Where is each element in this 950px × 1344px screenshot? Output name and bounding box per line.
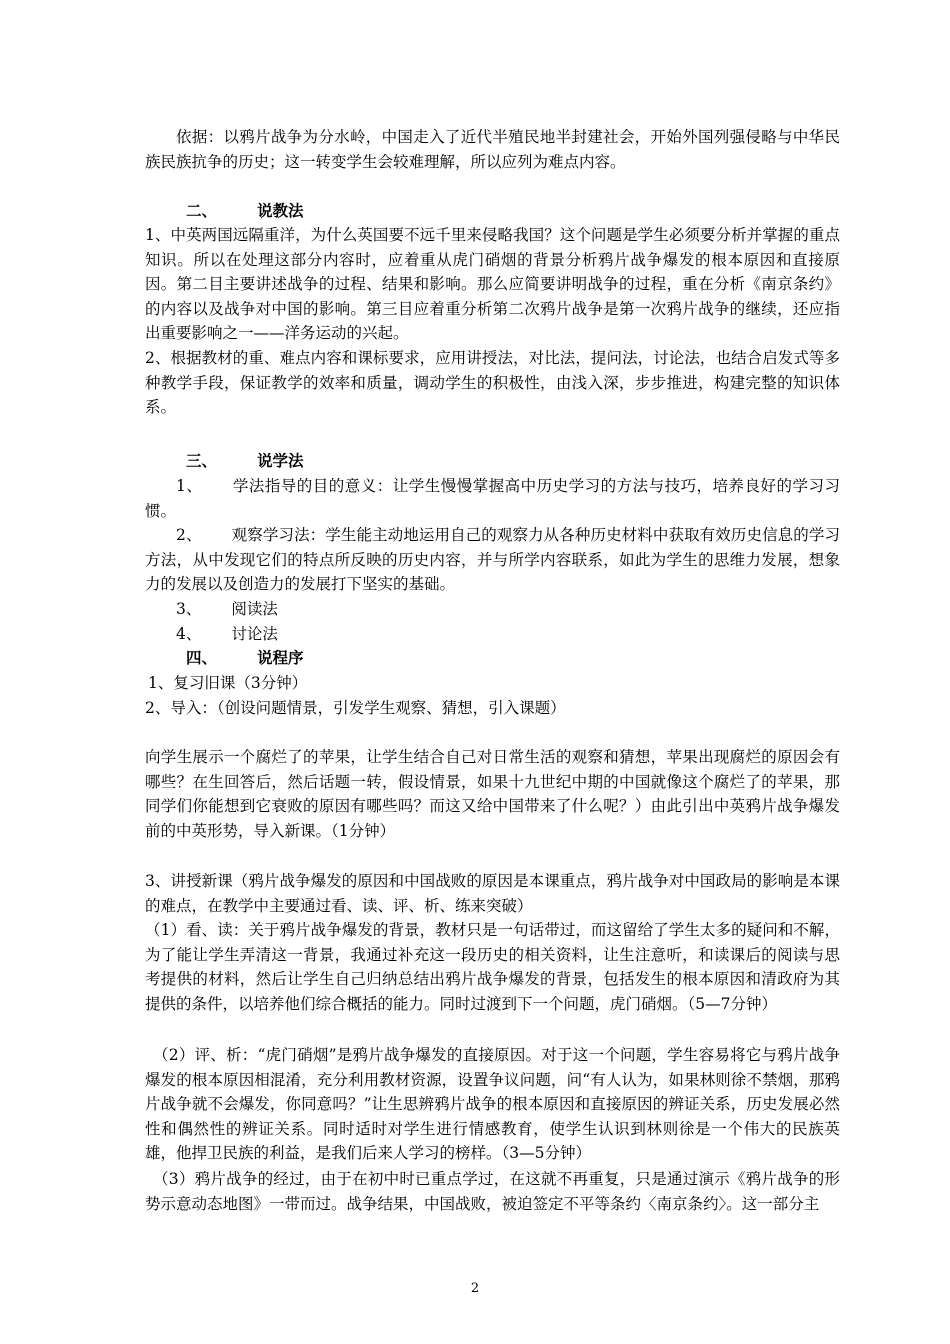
teaching-paragraph-2: 2、根据教材的重、难点内容和课标要求，应用讲授法，对比法，提问法，讨论法，也结合启发式等多种教学手段，保证教学的效率和质量，调动学生的积极性，由浅入深，步步推进，构建完整的知识体系。 [145,349,840,416]
learning-item-2 [145,523,840,597]
procedure-step-2: 2、导入：（创设问题情景，引发学生观察、猜想，引入课题） [145,699,566,717]
section-title: 说学法 [257,451,304,470]
intro-paragraph: 向学生展示一个腐烂了的苹果，让学生结合自己对日常生活的观察和猜想，苹果出现腐烂的原因会有哪些？在生回答后，然后话题一转，假设情景，如果十九世纪中期的中国就像这个腐烂了的苹果，那同学们你能想到它衰败的原因有哪些吗？而这又给中国带来了什么呢？）由此引出中英鸦片战争爆发前的中英形势，导入新课。（1分钟） [145,748,840,840]
teaching-step-2: （2）评、析：“虎门硝烟”是鸦片战争爆发的直接原因。对于这一个问题，学生容易将它与鸦片战争爆发的根本原因相混淆，充分利用教材资源，设置争议问题，问“有人认为，如果林则徐不禁烟，那鸦片战争就不会爆发，你同意吗？”让生思辨鸦片战争的根本原因和直接原因的辨证关系，历史发展必然性和偶然性的辨证关系。同时适时对学生进行情感教育，使学生认识到林则徐是一个伟大的民族英雄，他捍卫民族的利益，是我们后来人学习的榜样。（3—5分钟） [145,1046,840,1162]
item-text: 阅读法 [231,600,278,618]
learning-item-1 [145,474,840,523]
section-heading-teaching-method [186,199,304,224]
learning-item-3 [176,597,278,622]
teaching-step-1: （1）看、读：关于鸦片战争爆发的背景，教材只是一句话带过，而这留给了学生太多的疑问和不解，为了能让学生弄清这一背景，我通过补充这一段历史的相关资料，让生注意听，和读课后的阅读与思考提供的材料，然后让学生自己归纳总结出鸦片战争爆发的背景，包括发生的根本原因和清政府为其提供的条件，以培养他们综合概括的能力。同时过渡到下一个问题，虎门硝烟。（5—7分钟） [145,921,840,1013]
item-number: 1、 [176,477,203,495]
item-text: 观察学习法：学生能主动地运用自己的观察力从各种历史材料中获取有效历史信息的学习方法，从中发现它们的特点所反映的历史内容，并与所学内容联系，如此为学生的思维力发展，想象力的发展以及创造力的发展打下坚实的基础。 [145,526,840,593]
learning-item-4 [176,622,278,647]
section-number: 二、 [186,201,218,220]
item-number: 2、 [176,526,202,544]
item-number: 4、 [176,625,202,643]
item-text: 学法指导的目的意义：让学生慢慢掌握高中历史学习的方法与技巧，培养良好的学习习惯。 [145,477,840,520]
section-title: 说程序 [257,648,304,667]
page-number: 2 [470,1281,480,1296]
section-title: 说教法 [257,201,304,220]
teaching-step-3: （3）鸦片战争的经过，由于在初中时已重点学过，在这就不再重复，只是通过演示《鸦片战争的形势示意动态地图》一带而过。战争结果，中国战败，被迫签定不平等条约〈南京条约〉。这一部分主 [145,1170,840,1213]
section-number: 四、 [186,648,218,667]
item-number: 3、 [176,600,202,618]
item-text: 讨论法 [231,625,278,643]
section-heading-procedure [186,646,304,671]
section-number: 三、 [186,451,218,470]
teaching-paragraph-1: 1、中英两国远隔重洋，为什么英国要不远千里来侵略我国？这个问题是学生必须要分析并掌握的重点知识。所以在处理这部分内容时，应着重从虎门硝烟的背景分析鸦片战争爆发的根本原因和直接原因。第二目主要讲述战争的过程、结果和影响。那么应简要讲明战争的过程，重在分析《南京条约》的内容以及战争对中国的影响。第三目应着重分析第二次鸦片战争是第一次鸦片战争的继续，还应指出重要影响之一——洋务运动的兴起。 [145,226,840,342]
procedure-step-1: 1、复习旧课（3分钟） [148,674,308,692]
basis-paragraph: 依据：以鸦片战争为分水岭，中国走入了近代半殖民地半封建社会，开始外国列强侵略与中华民族民族抗争的历史；这一转变学生会较难理解，所以应列为难点内容。 [145,128,840,171]
procedure-step-3: 3、讲授新课（鸦片战争爆发的原因和中国战败的原因是本课重点，鸦片战争对中国政局的影响是本课的难点，在教学中主要通过看、读、评、析、练来突破） [145,872,840,915]
section-heading-learning-method [186,449,304,474]
